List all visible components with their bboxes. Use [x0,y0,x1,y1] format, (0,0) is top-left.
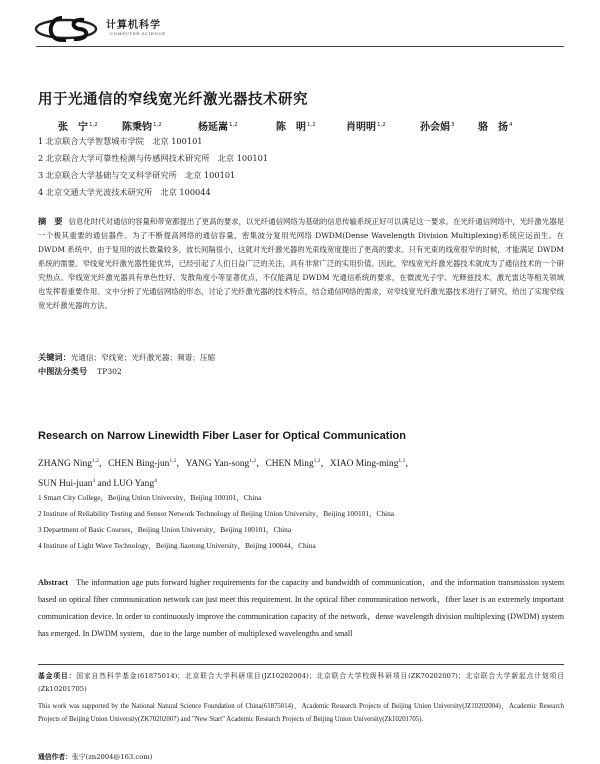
author-cn: 孙会娟$^3$ [420,122,455,133]
keywords-cn-label: 关键词： [38,352,71,362]
abstract-en [38,574,564,642]
affiliation-cn: 2 北京联合大学可靠性检测与传感网技术研究所 北京 100101 [38,153,268,163]
journal-name-cn: 计算机科学 [106,20,161,31]
author-en: XIAO Ming-ming$^{1,2}$ [329,458,406,469]
abstract-en-text: The information age puts forward higher requirements for the capacity and bandwidth of communication，and the information transmission system based on optical fiber communication network can just meet this requirement. In the optical fiber communication network，fiber laser is an extremely important communication device. In order to continuously improve the communication capacity of the network，dense wavelength division multiplexing (DWDM) system has emerged. In DWDM system，due to the large number of multiplexed wavelengths and small [38,578,564,638]
abstract-en-label: Abstract [38,578,69,587]
author-cn: 陈秉钧$^{1,2}$ [122,122,162,133]
corresponding-author-email: 张宁(zn2004@163.com) [71,753,153,761]
corresponding-author [38,751,152,761]
affiliation-en: 2 Institute of Reliability Testing and Sensor Network Technology of Beijing Union University，Beijing 100101，China [38,509,395,518]
abstract-cn [38,214,564,313]
author-cn: 张 宁$^{1,2}$ [58,122,98,133]
funding-footnote-en: This work was supported by the National Natural Science Foundation of China(61875014)，Academic Research Projects of Beijing Union University(JZ10202004)，Academic Research Projects of Beijing Union University(ZK70202007) and "New Start" Academic Research Projects of Beijing Union University(Zk10201705). [38,703,564,723]
classification-cn-value: TP302 [97,367,122,376]
author-en: SUN Hui-juan$^3$ [38,478,96,489]
affiliation-cn: 4 北京交通大学光波技术研究所 北京 100044 [38,187,211,197]
affiliation-en: 4 Institute of Light Wave Technology，Beijing Jiaotong University，Beijing 100044，China [38,541,316,550]
author-en: LUO Yang$^4$ [113,478,157,489]
author-cn: 骆 扬$^4$ [478,122,513,133]
author-cn: 陈 明$^{1,2}$ [276,122,316,133]
abstract-cn-text: 信息化时代对通信的容量和带宽都提出了更高的要求，以光纤通信网络为基础的信息传输系统正好可以满足这一要求。在光纤通信网络中，光纤激光器是一个极其重要的通信器件。为了不断提高网络的通信容量，密集波分复用光网络 DWDM(Dense Wavelength Division Multiplexing)系统应运而生。在 DWDM 系统中，由于复用的波长数量较多，波长间隔很小，这就对光纤激光器的光束线宽度提出了更高的要求。只有光束的线宽很窄的时候，才能满足 DWDM 系统的需要。窄线宽光纤激光器性能优异，已经引起了人们日益广泛的关注，具有非常广泛的实用价值。因此，窄线宽光纤激光器技术就成为了通信技术的一个研究热点。窄线宽光纤激光器具有单色性好、发散角度小等显著优点，不仅能满足 DWDM 光通信系统的要求，在微波光子学、光释兹技术、激光雷达等相关领域也发挥着重要作用。文中分析了光通信网络的形态，讨论了光纤激光器的技术特点，结合通信网络的需求，对窄线宽光纤激光器技术进行了研究，给出了实现窄线宽光纤激光器的方法。 [38,217,564,310]
keywords-cn-text: 光通信；窄线宽；光纤激光器；频谱；压缩 [70,353,216,362]
author-cn: 肖明明$^{1,2}$ [346,122,386,133]
footnote-rule [38,664,564,665]
affiliation-en: 1 Smart City College，Beijing Union University，Beijing 100101，China [38,493,262,502]
paper-title-cn: 用于光通信的窄线宽光纤激光器技术研究 [38,92,308,108]
keywords-cn [38,352,215,363]
author-en: CHEN Bing-jun$^{1,2}$ [108,458,177,469]
affiliation-cn: 1 北京联合大学智慧城市学院 北京 100101 [38,136,203,146]
author-en: ZHANG Ning$^{1,2}$ [38,458,99,469]
author-list-en: ZHANG Ning$^{1,2}$，CHEN Bing-jun$^{1,2}$，YANG Yan-song$^{1,2}$，CHEN Ming$^{1,2}$，XIAO Ming-ming$^{1,2}$， SUN Hui-juan$^3$ and LUO Yang$^4$ [38,458,415,489]
classification-cn [38,366,122,377]
author-en: CHEN Ming$^{1,2}$ [265,458,321,469]
corresponding-author-label: 通信作者： [38,753,72,761]
author-en: YANG Yan-song$^{1,2}$ [185,458,257,469]
author-cn: 杨延嵩$^{1,2}$ [198,122,238,133]
journal-name-en: COMPUTER SCIENCE [110,31,166,36]
funding-label: 基金项目： [38,672,77,680]
journal-logo [34,12,184,50]
abstract-cn-label: 摘 要 [38,216,63,226]
funding-footnote-cn [38,670,564,696]
affiliation-en: 3 Department of Basic Courses，Beijing Union University，Beijing 100101，China [38,525,292,534]
classification-cn-label: 中图法分类号 [38,366,88,376]
header-rule [36,46,564,47]
journal-logo-icon [34,12,104,46]
paper-title-en: Research on Narrow Linewidth Fiber Laser for Optical Communication [38,430,406,442]
affiliation-cn: 3 北京联合大学基础与交叉科学研究所 北京 100101 [38,170,236,180]
funding-text: 国家自然科学基金(61875014)；北京联合大学科研项目(JZ10202004)；北京联合大学校级科研项目(ZK70202007)；北京联合大学新起点计划项目(Zk10201705) [38,672,564,693]
